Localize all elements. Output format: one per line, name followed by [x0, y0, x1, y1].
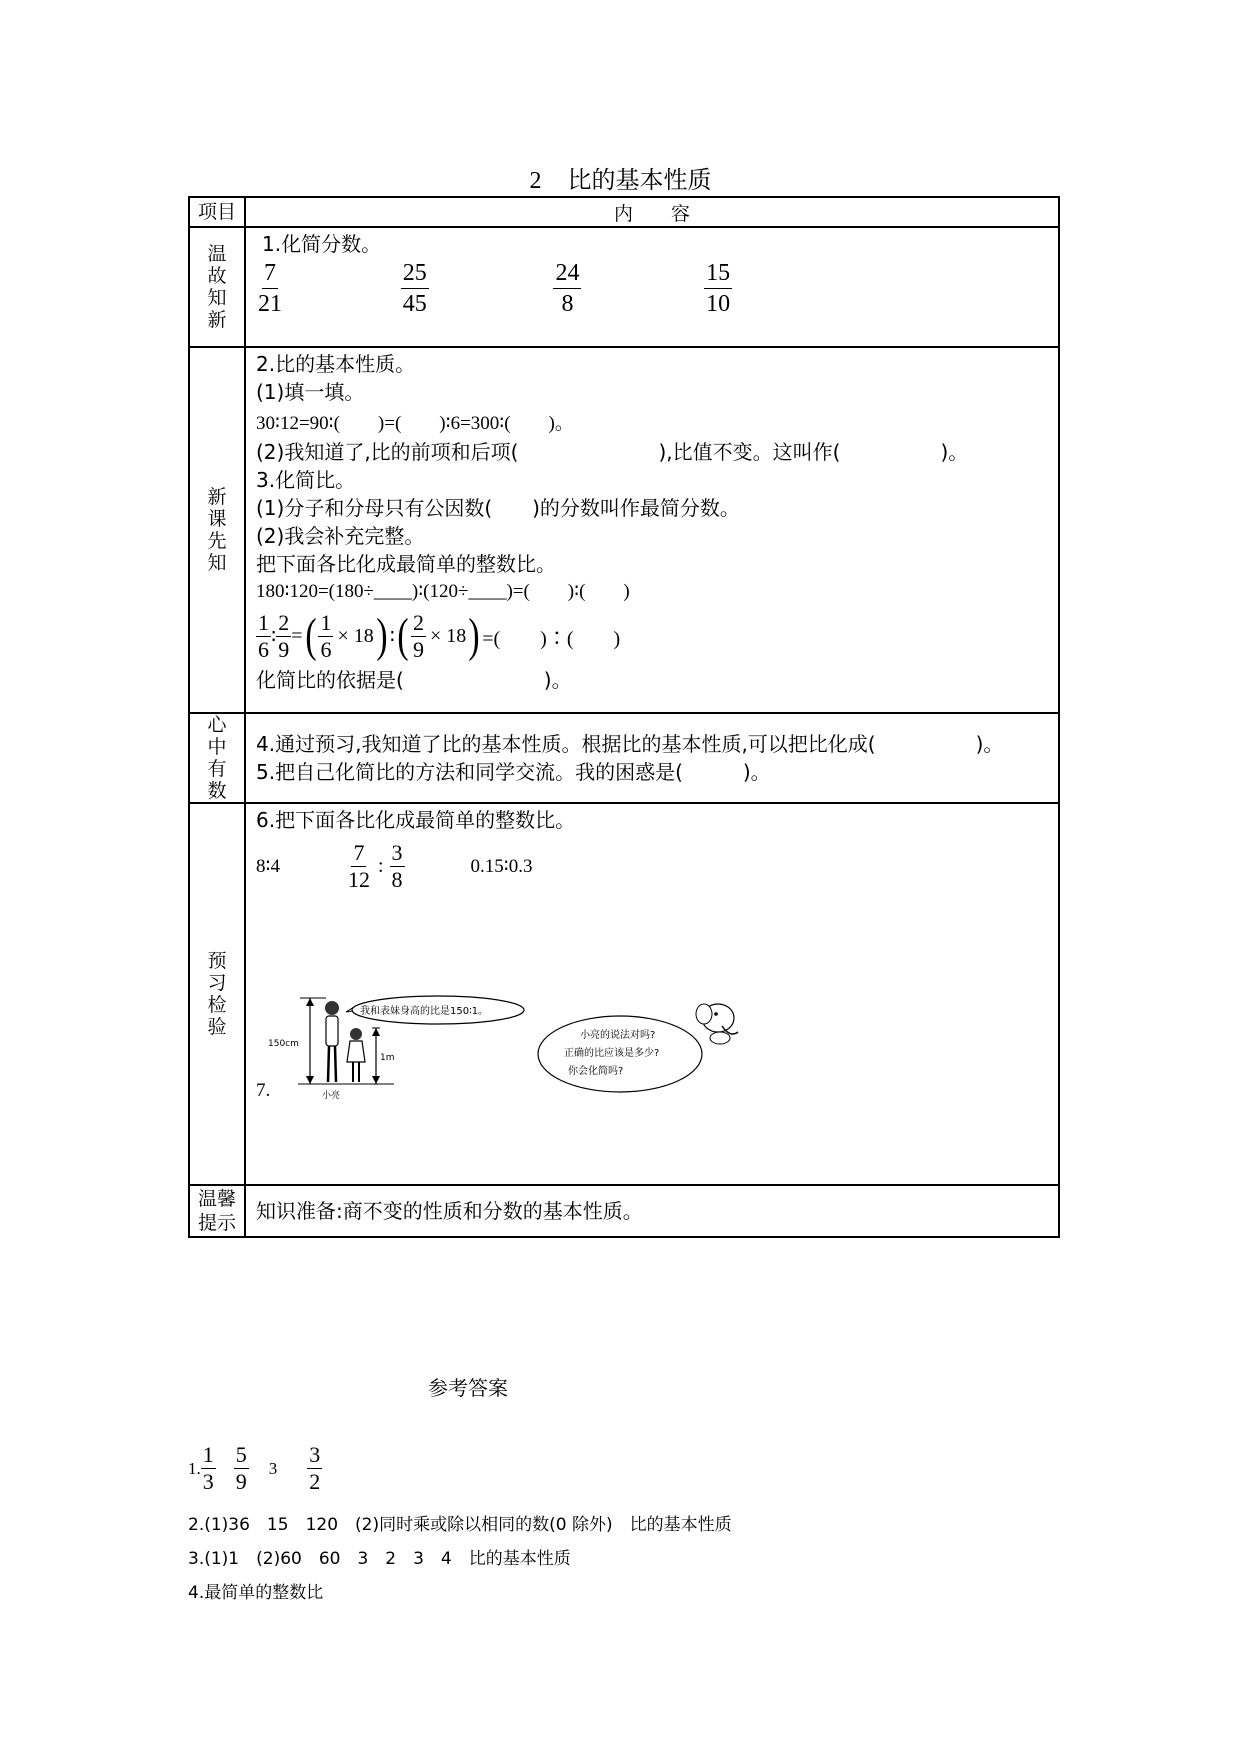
q5: 5.把自己化简比的方法和同学交流。我的困惑是( )。 [256, 760, 771, 784]
eq3-tail: =( )∶( ) [482, 627, 621, 650]
eq3: $\frac{1}{6}$ ∶ $\frac{2}{9}$ = ( $\frac{1}{6}$ × 18 ) ∶ ( $\frac{2}{9}$ × 18 ) =( )∶( ) [258, 609, 621, 662]
answers-title: 参考答案 [428, 1376, 508, 1400]
header-row [189, 197, 1059, 227]
q3-1: (1)分子和分母只有公因数( )的分数叫作最简分数。 [256, 496, 740, 520]
times-18: × 18 [337, 624, 374, 647]
mind-content [245, 713, 1059, 803]
worksheet-table [188, 196, 1060, 1238]
eq1: 30∶12=90∶( )=( )∶6=300∶( )。 [256, 413, 574, 434]
bubble2-line1: 小亮的说法对吗? [580, 1030, 656, 1041]
q2: 2.比的基本性质。 [256, 352, 416, 376]
basis: 化简比的依据是( )。 [256, 668, 572, 692]
fraction: $\frac{15}{10}$ [706, 260, 731, 317]
label-tip: 温馨 提示 [189, 1185, 245, 1237]
review-fractions [256, 258, 1048, 319]
speech-bubble-1 [346, 996, 524, 1024]
answer-3: 3.(1)1 (2)60 60 3 2 3 4 比的基本性质 [188, 1549, 571, 1569]
title-number: 2 [529, 168, 542, 194]
bubble1-text: 我和表妹身高的比是150∶1。 [360, 1006, 489, 1017]
boy-name: 小亮 [322, 1091, 341, 1101]
q2-1: (1)填一填。 [256, 380, 365, 404]
tip-content [245, 1185, 1059, 1237]
answer-2: 2.(1)36 15 120 (2)同时乘或除以相同的数(0 除外) 比的基本性质 [188, 1515, 732, 1535]
mind-row [189, 713, 1059, 803]
height-arrow-150 [268, 998, 326, 1084]
tip-row [189, 1185, 1059, 1237]
header-item: 项目 [189, 197, 245, 227]
fraction: $\frac{1}{6}$ [258, 609, 269, 662]
instruction: 把下面各比化成最简单的整数比。 [256, 552, 556, 576]
fraction: $\frac{1}{3}$ [202, 1442, 214, 1494]
times-18: × 18 [429, 624, 467, 647]
height-arrow-1m [372, 1028, 395, 1084]
review-content [245, 227, 1059, 347]
fraction: $\frac{7}{12}$ [347, 839, 370, 892]
new-lesson-content [245, 347, 1059, 713]
fraction: $\frac{3}{8}$ [391, 839, 403, 892]
check-row [189, 803, 1059, 1185]
q7-illustration [268, 994, 888, 1114]
ratio-3: 0.15∶0.3 [470, 855, 533, 877]
q3: 3.化简比。 [256, 468, 356, 492]
fraction: $\frac{2}{9}$ [412, 609, 424, 662]
fraction: $\frac{1}{6}$ [320, 609, 332, 662]
ratio-1: 8∶4 [256, 855, 280, 877]
label-1m: 1m [380, 1053, 395, 1063]
fraction: $\frac{5}{9}$ [235, 1442, 247, 1494]
header-content: 内 容 [245, 197, 1059, 227]
q3-2: (2)我会补充完整。 [256, 524, 425, 548]
eq2: 180∶120=(180÷____)∶(120÷____)=( )∶( ) [256, 581, 630, 602]
check-ratios: 8∶4 $\frac{7}{12}$ : $\frac{3}{8}$ 0.15∶0.3 [256, 839, 533, 892]
thought-bubble-2 [538, 1016, 702, 1092]
fraction: $\frac{3}{2}$ [309, 1442, 321, 1494]
label-review: 温 故 知 新 [189, 227, 245, 347]
answer-1 [188, 1442, 322, 1495]
check-content [245, 803, 1059, 1185]
fraction: $\frac{7}{21}$ [258, 260, 282, 317]
q7: 7. [256, 1080, 271, 1101]
label-check: 预 习 检 验 [189, 803, 245, 1185]
q2-2: (2)我知道了,比的前项和后项( ),比值不变。这叫作( )。 [256, 440, 969, 464]
review-row [189, 227, 1059, 347]
girl-figure [347, 1028, 365, 1082]
label-150cm: 150cm [268, 1039, 299, 1049]
answer-4: 4.最简单的整数比 [188, 1583, 324, 1603]
label-new-lesson: 新 课 先 知 [189, 347, 245, 713]
answer-1-int: 3 [268, 1458, 278, 1478]
elephant-mascot [696, 1004, 738, 1044]
boy-figure [325, 1001, 339, 1082]
bubble2-line3: 你会化简吗? [568, 1066, 624, 1077]
fraction: $\frac{2}{9}$ [278, 609, 290, 662]
title-text: 比的基本性质 [567, 166, 712, 194]
fraction: $\frac{25}{45}$ [402, 260, 427, 317]
fraction: $\frac{24}{8}$ [555, 260, 580, 317]
q1: 1.化简分数。 [262, 232, 382, 256]
q6: 6.把下面各比化成最简单的整数比。 [256, 808, 576, 832]
q4: 4.通过预习,我知道了比的基本性质。根据比的基本性质,可以把比化成( )。 [256, 732, 1004, 756]
tip-text: 知识准备:商不变的性质和分数的基本性质。 [256, 1199, 643, 1223]
new-lesson-row [189, 347, 1059, 713]
label-mind: 心 中 有 数 [189, 713, 245, 803]
page-title [0, 160, 1241, 195]
answer-1-prefix: 1. [188, 1458, 201, 1478]
bubble2-line2: 正确的比应该是多少? [564, 1048, 660, 1059]
